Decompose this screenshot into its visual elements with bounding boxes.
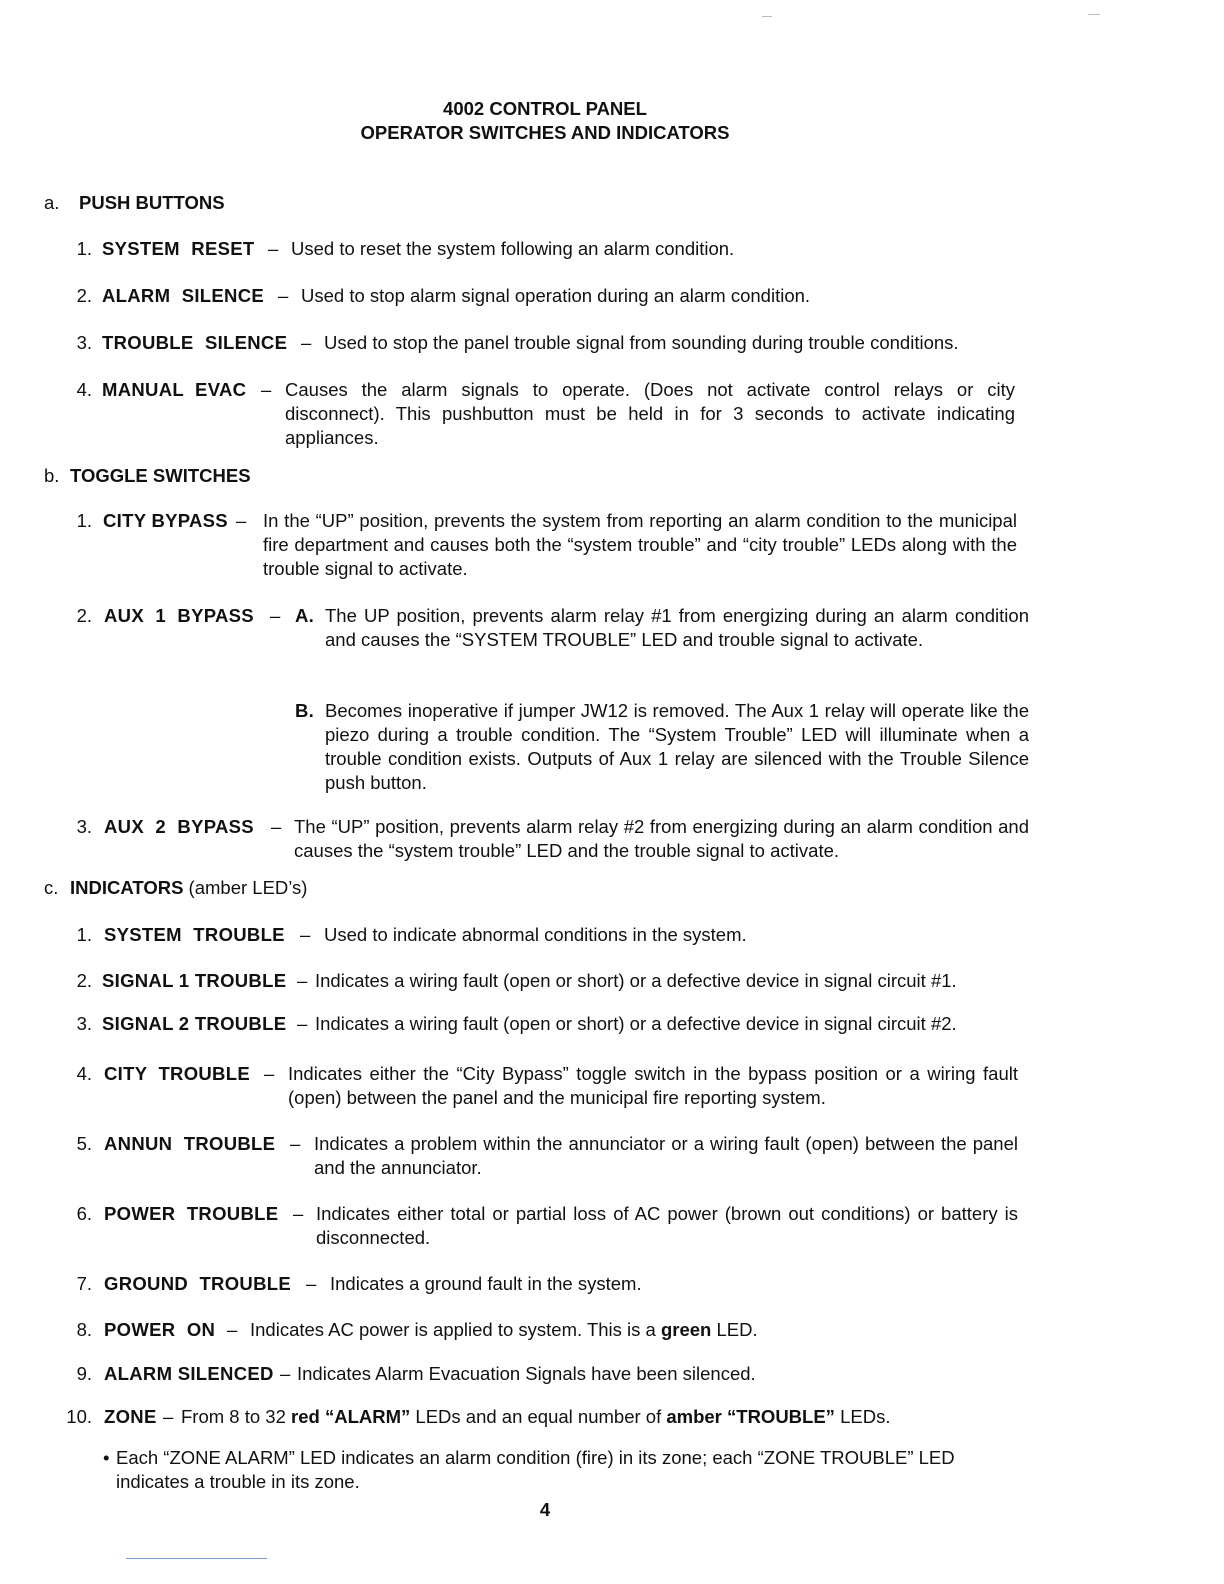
- item-number: 10.: [66, 1406, 92, 1427]
- scan-speck: [762, 16, 772, 17]
- item-dash: –: [268, 238, 279, 259]
- sub-item-letter-a: A.: [295, 605, 315, 626]
- item-number: 6.: [76, 1203, 92, 1224]
- item-number: 1.: [76, 510, 92, 531]
- item-dash: –: [306, 1273, 317, 1294]
- section-a-letter: a.: [44, 192, 60, 213]
- item-number: 2.: [76, 285, 92, 306]
- item-dash: –: [297, 970, 308, 991]
- sub-item-description-b: Becomes inoperative if jumper JW12 is removed. The Aux 1 relay will operate like the piezo during a trouble condition. The “System Trouble” LED will illuminate when a trouble condition exists. Outputs of Aux 1 relay are silenced with the Trouble Silence push button.: [325, 700, 1029, 793]
- item-description: Indicates a wiring fault (open or short) or a defective device in signal circuit #2.: [315, 1013, 957, 1034]
- section-c-heading-line: [70, 876, 307, 900]
- section-b-letter: b.: [44, 465, 60, 486]
- item-description: [181, 1405, 890, 1429]
- item-label-city-trouble: CITY TROUBLE: [104, 1063, 250, 1084]
- item-label-system-trouble: SYSTEM TROUBLE: [104, 924, 285, 945]
- item-label-aux-2-bypass: AUX 2 BYPASS: [104, 816, 254, 837]
- item-description: Indicates a problem within the annunciator or a wiring fault (open) between the panel and the annunciator.: [314, 1133, 1018, 1178]
- bullet: •: [103, 1447, 110, 1468]
- item-number: 4.: [76, 1063, 92, 1084]
- item-dash: –: [261, 379, 272, 400]
- item-label-alarm-silenced: ALARM SILENCED: [104, 1363, 274, 1384]
- section-a-heading: PUSH BUTTONS: [79, 192, 225, 213]
- item-description-emphasis: red “ALARM”: [291, 1406, 411, 1427]
- item-description: Indicates either the “City Bypass” toggle switch in the bypass position or a wiring fault (open) between the panel and the municipal fire reporting system.: [288, 1063, 1018, 1108]
- item-number: 1.: [76, 924, 92, 945]
- footer-rule: [126, 1558, 267, 1559]
- item-description: Used to stop alarm signal operation during an alarm condition.: [301, 285, 811, 306]
- item-dash: –: [270, 605, 281, 626]
- item-description-text: From 8 to 32: [181, 1406, 286, 1427]
- item-label-annun-trouble: ANNUN TROUBLE: [104, 1133, 276, 1154]
- item-description: Indicates Alarm Evacuation Signals have been silenced.: [297, 1363, 756, 1384]
- item-dash: –: [227, 1319, 238, 1340]
- page-number: 4: [539, 1499, 551, 1520]
- scan-speck: [1088, 14, 1100, 15]
- item-dash: –: [236, 510, 247, 531]
- item-number: 2.: [76, 970, 92, 991]
- item-label-manual-evac: MANUAL EVAC: [102, 379, 247, 400]
- item-label-system-reset: SYSTEM RESET: [102, 238, 255, 259]
- item-label-power-trouble: POWER TROUBLE: [104, 1203, 279, 1224]
- item-number: 2.: [76, 605, 92, 626]
- item-description-text: Indicates AC power is applied to system. This is a: [250, 1319, 656, 1340]
- item-dash: –: [290, 1133, 301, 1154]
- section-c-letter: c.: [44, 877, 59, 898]
- item-dash: –: [293, 1203, 304, 1224]
- item-label-signal-1-trouble: SIGNAL 1 TROUBLE: [102, 970, 287, 991]
- item-number: 1.: [76, 238, 92, 259]
- item-number: 3.: [76, 816, 92, 837]
- item-description: Used to reset the system following an alarm condition.: [291, 238, 735, 259]
- section-c-heading: INDICATORS: [70, 877, 184, 898]
- item-description: In the “UP” position, prevents the system from reporting an alarm condition to the municipal fire department and causes both the “system trouble” and “city trouble” LEDs along with the trouble signal to activate.: [263, 510, 1017, 579]
- item-description: Indicates either total or partial loss of AC power (brown out conditions) or battery is disconnected.: [316, 1203, 1018, 1248]
- item-label-signal-2-trouble: SIGNAL 2 TROUBLE: [102, 1013, 287, 1034]
- item-number: 7.: [76, 1273, 92, 1294]
- item-number: 5.: [76, 1133, 92, 1154]
- section-c-heading-note: (amber LED’s): [188, 877, 308, 898]
- item-number: 3.: [76, 332, 92, 353]
- item-label-power-on: POWER ON: [104, 1319, 216, 1340]
- item-dash: –: [278, 285, 289, 306]
- item-description: [250, 1318, 758, 1342]
- item-description: Used to indicate abnormal conditions in the system.: [324, 924, 747, 945]
- item-label-aux-1-bypass: AUX 1 BYPASS: [104, 605, 254, 626]
- item-label-zone: ZONE: [104, 1406, 157, 1427]
- item-description: The “UP” position, prevents alarm relay #2 from energizing during an alarm condition and causes the “system trouble” LED and the trouble signal to activate.: [294, 816, 1029, 861]
- sub-item-letter-b: B.: [295, 700, 315, 721]
- item-number: 4.: [76, 379, 92, 400]
- item-description-text: LEDs.: [840, 1406, 891, 1427]
- item-description-text: LED.: [716, 1319, 758, 1340]
- item-dash: –: [301, 332, 312, 353]
- item-label-trouble-silence: TROUBLE SILENCE: [102, 332, 288, 353]
- item-dash: –: [163, 1406, 174, 1427]
- item-dash: –: [297, 1013, 308, 1034]
- item-number: 3.: [76, 1013, 92, 1034]
- item-dash: –: [264, 1063, 275, 1084]
- item-number: 8.: [76, 1319, 92, 1340]
- bullet-text: Each “ZONE ALARM” LED indicates an alarm condition (fire) in its zone; each “ZONE TROUBLE” LED indicates a trouble in its zone.: [116, 1447, 955, 1492]
- item-description: Indicates a ground fault in the system.: [330, 1273, 642, 1294]
- item-description: Causes the alarm signals to operate. (Does not activate control relays or city disconnect). This pushbutton must be held in for 3 seconds to activate indicating appliances.: [285, 379, 1015, 448]
- item-description-emphasis: amber “TROUBLE”: [666, 1406, 835, 1427]
- page-title: 4002 CONTROL PANEL: [443, 98, 647, 119]
- item-label-alarm-silence: ALARM SILENCE: [102, 285, 265, 306]
- item-label-city-bypass: CITY BYPASS: [103, 510, 228, 531]
- item-dash: –: [300, 924, 311, 945]
- item-description: Used to stop the panel trouble signal from sounding during trouble conditions.: [324, 332, 959, 353]
- item-description-emphasis: green: [660, 1319, 712, 1340]
- item-label-ground-trouble: GROUND TROUBLE: [104, 1273, 291, 1294]
- item-dash: –: [271, 816, 282, 837]
- section-b-heading: TOGGLE SWITCHES: [70, 465, 251, 486]
- sub-item-description-a: The UP position, prevents alarm relay #1 from energizing during an alarm condition and causes the “SYSTEM TROUBLE” LED and trouble signal to activate.: [325, 605, 1029, 650]
- item-dash: –: [280, 1363, 291, 1384]
- item-description: Indicates a wiring fault (open or short) or a defective device in signal circuit #1.: [315, 970, 957, 991]
- item-description-text: LEDs and an equal number of: [415, 1406, 662, 1427]
- page-subtitle: OPERATOR SWITCHES AND INDICATORS: [360, 122, 730, 143]
- item-number: 9.: [76, 1363, 92, 1384]
